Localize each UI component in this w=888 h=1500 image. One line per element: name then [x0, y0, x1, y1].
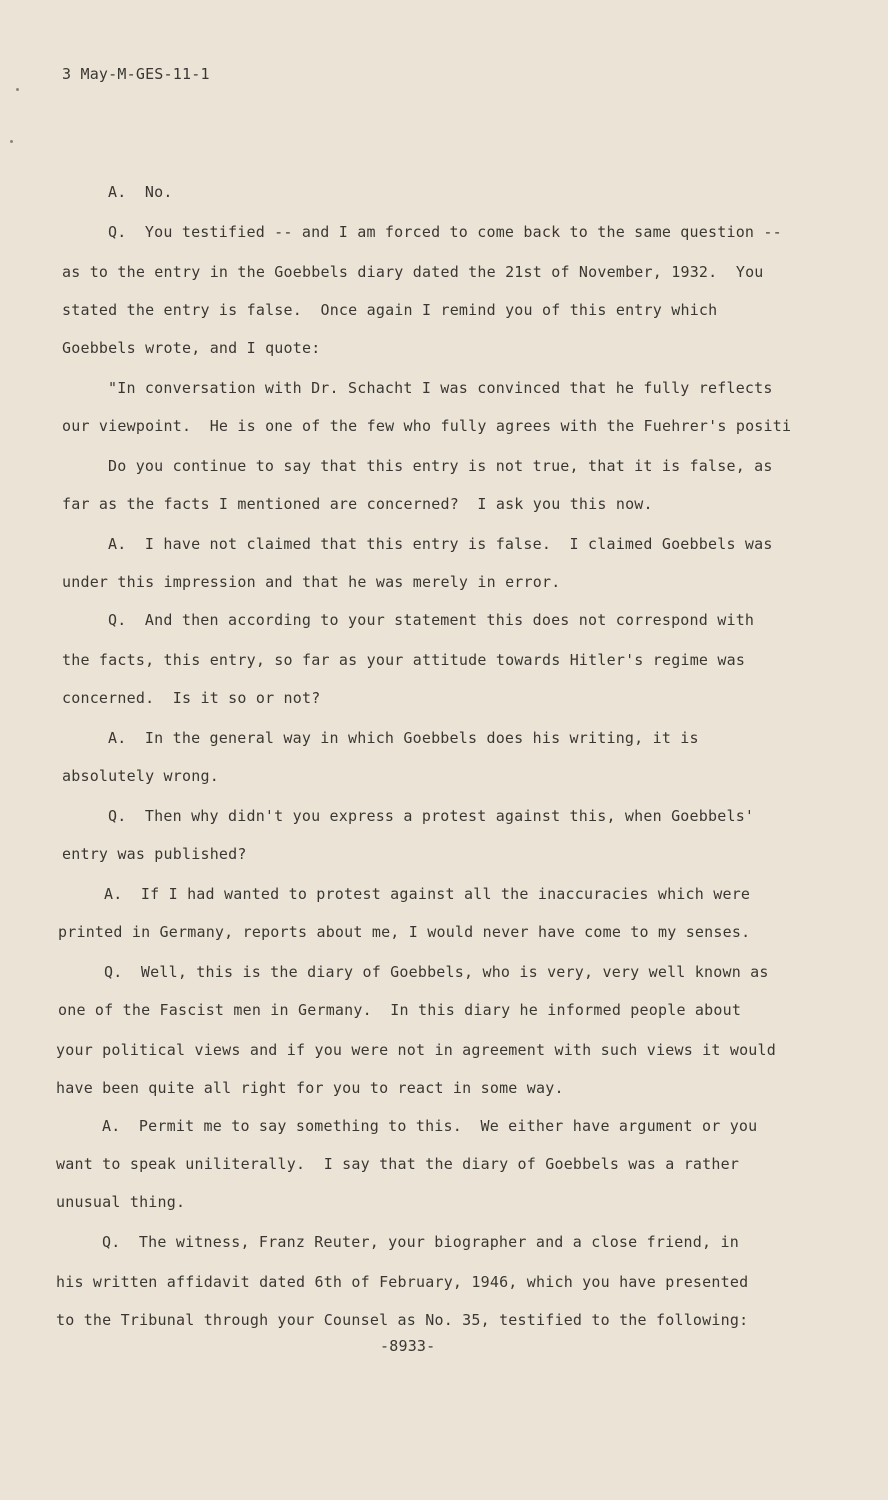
body-line: under this impression and that he was merely in error.: [62, 573, 561, 591]
question-line: Q. Well, this is the diary of Goebbels, who is very, very well known as: [104, 963, 769, 981]
question-line: Q. Then why didn't you express a protest against this, when Goebbels': [108, 807, 755, 825]
answer-line: A. I have not claimed that this entry is false. I claimed Goebbels was: [108, 535, 773, 553]
body-line: Do you continue to say that this entry is not true, that it is false, as: [108, 457, 773, 475]
body-line: as to the entry in the Goebbels diary dated the 21st of November, 1932. You: [62, 263, 764, 281]
quote-line: "In conversation with Dr. Schacht I was convinced that he fully reflects: [108, 379, 773, 397]
body-line: one of the Fascist men in Germany. In this diary he informed people about: [58, 1001, 742, 1019]
body-line: far as the facts I mentioned are concerned? I ask you this now.: [62, 495, 653, 513]
body-line: stated the entry is false. Once again I remind you of this entry which: [62, 301, 718, 319]
body-line: absolutely wrong.: [62, 767, 219, 785]
body-line: to the Tribunal through your Counsel as No. 35, testified to the following:: [56, 1311, 749, 1329]
answer-line: A. Permit me to say something to this. We either have argument or you: [102, 1117, 758, 1135]
document-reference: 3 May-M-GES-11-1: [62, 65, 210, 83]
body-line: have been quite all right for you to react in some way.: [56, 1079, 564, 1097]
body-line: concerned. Is it so or not?: [62, 689, 321, 707]
page-number: -8933-: [380, 1337, 436, 1355]
answer-line: A. If I had wanted to protest against all the inaccuracies which were: [104, 885, 751, 903]
body-line: his written affidavit dated 6th of February, 1946, which you have presented: [56, 1273, 749, 1291]
body-line: your political views and if you were not in agreement with such views it would: [56, 1041, 776, 1059]
quote-line: our viewpoint. He is one of the few who fully agrees with the Fuehrer's positi: [62, 417, 792, 435]
question-line: Q. You testified -- and I am forced to come back to the same question --: [108, 223, 782, 241]
body-line: entry was published?: [62, 845, 247, 863]
body-line: Goebbels wrote, and I quote:: [62, 339, 321, 357]
paper-speck: [16, 88, 19, 91]
answer-line: A. No.: [108, 183, 173, 201]
body-line: printed in Germany, reports about me, I would never have come to my senses.: [58, 923, 751, 941]
body-line: want to speak uniliterally. I say that the diary of Goebbels was a rather: [56, 1155, 740, 1173]
paper-speck: [10, 140, 13, 143]
answer-line: A. In the general way in which Goebbels does his writing, it is: [108, 729, 699, 747]
question-line: Q. The witness, Franz Reuter, your biographer and a close friend, in: [102, 1233, 739, 1251]
body-line: the facts, this entry, so far as your attitude towards Hitler's regime was: [62, 651, 746, 669]
body-line: unusual thing.: [56, 1193, 186, 1211]
question-line: Q. And then according to your statement this does not correspond with: [108, 611, 755, 629]
